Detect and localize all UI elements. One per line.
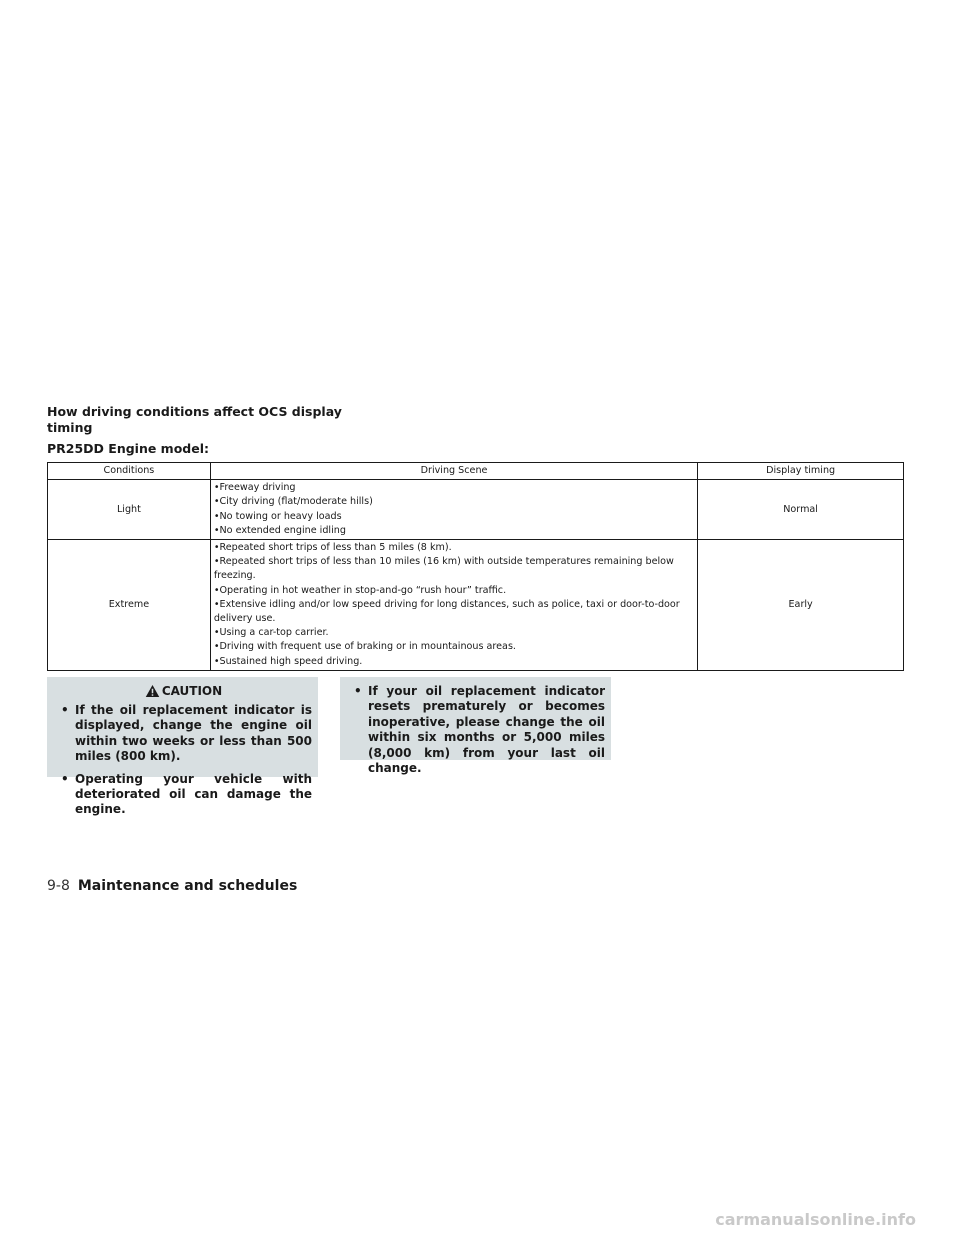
caution-item: • If your oil replacement indicator resets prematurely or becomes inoperative, please change the oil within six months or 5,000 miles (8,000 km) from your last oil change. — [348, 684, 605, 776]
caution-title — [55, 681, 312, 701]
header-driving-scene: Driving Scene — [210, 463, 697, 480]
ocs-timing-table — [47, 462, 904, 671]
engine-model-subheading: PR25DD Engine model: — [47, 441, 210, 456]
caution-item: • If the oil replacement indicator is displayed, change the engine oil within two weeks or less than 500 miles (800 km). — [55, 703, 312, 765]
scene-item: •Sustained high speed driving. — [213, 655, 363, 667]
scene-item: •Repeated short trips of less than 5 miles (8 km). — [213, 542, 452, 554]
scene-item: •Extensive idling and/or low speed driving for long distances, such as police, taxi or door-to-door delivery use. — [213, 598, 680, 625]
driving-scene-cell — [210, 480, 697, 540]
page-number: 9-8 — [47, 878, 70, 894]
caution-list — [55, 703, 312, 818]
table-row — [48, 540, 904, 671]
section-heading: How driving conditions affect OCS display timing — [47, 404, 342, 435]
caution-list-continued — [348, 684, 605, 776]
scene-item: •City driving (flat/moderate hills) — [213, 496, 373, 508]
watermark-text: carmanualsonline.info — [715, 1210, 916, 1229]
scene-item: •Freeway driving — [213, 482, 296, 494]
scene-item: •No towing or heavy loads — [213, 510, 342, 522]
condition-cell: Extreme — [48, 540, 211, 671]
scene-item: •Driving with frequent use of braking or in mountainous areas. — [213, 641, 516, 653]
scene-item: •Using a car-top carrier. — [213, 627, 329, 639]
driving-scene-cell — [210, 540, 697, 671]
warning-triangle-icon — [145, 684, 160, 698]
display-timing-cell: Early — [698, 540, 904, 671]
table-row — [48, 480, 904, 540]
scene-item: •Operating in hot weather in stop-and-go “rush hour” traffic. — [213, 584, 507, 596]
page-footer — [47, 877, 297, 895]
caution-item: • Operating your vehicle with deteriorated oil can damage the engine. — [55, 772, 312, 818]
header-conditions: Conditions — [48, 463, 211, 480]
caution-box-continued — [340, 677, 611, 776]
condition-cell: Light — [48, 480, 211, 540]
header-display-timing: Display timing — [698, 463, 904, 480]
scene-item: •No extended engine idling — [213, 524, 346, 536]
table-header-row — [48, 463, 904, 480]
caution-box — [47, 677, 318, 817]
display-timing-cell: Normal — [698, 480, 904, 540]
section-title: Maintenance and schedules — [77, 878, 298, 894]
caution-title-text: CAUTION — [161, 684, 223, 698]
scene-item: •Repeated short trips of less than 10 miles (16 km) with outside temperatures remaining below freezing. — [213, 556, 674, 582]
